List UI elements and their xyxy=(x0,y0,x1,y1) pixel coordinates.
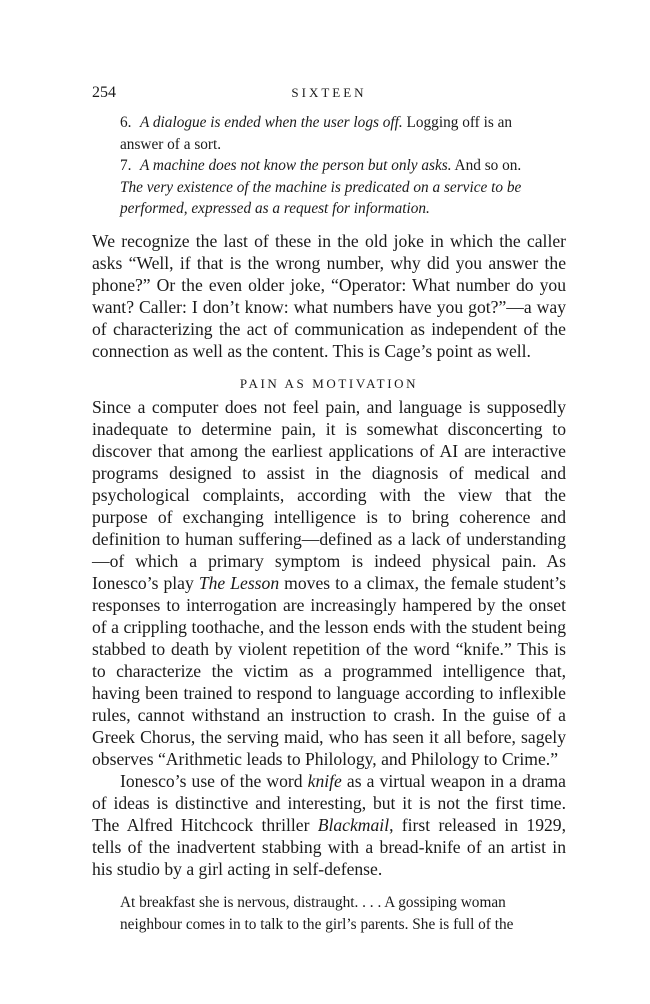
play-title: The Lesson xyxy=(198,572,280,593)
paragraph-knife xyxy=(92,770,566,880)
page-number: 254 xyxy=(92,84,116,101)
list-item-6 xyxy=(120,112,544,155)
paragraph-text: Ionesco’s use of the word xyxy=(120,770,308,791)
paragraph-text: moves to a climax, the female student’s responses to interrogation are increasingly hampered by the onset of a crippling toothache, and the lesson ends with the student being stabbed to death by violent repetition of the word “knife.” This is to characterize the victim as a programmed intelligence that, having been trained to respond to language according to inflexible rules, cannot withstand an instruction to crash. In the guise of a Greek Chorus, the serving maid, who has seen it all before, sagely observes “Arithmetic leads to Philology, and Philology to Crime.” xyxy=(92,572,566,769)
running-head xyxy=(92,80,566,106)
list-item-number: 6. xyxy=(120,114,132,131)
paragraph-text: , first released in 1929, tells of the inadvertent stabbing with a bread-knife of an artist in his studio by a girl acting in self-defense. xyxy=(92,814,566,879)
emphasized-word: knife xyxy=(307,770,342,791)
paragraph-pain xyxy=(92,396,566,770)
list-item-emphasis: A dialogue is ended when the user logs off. xyxy=(140,114,403,131)
chapter-title: SIXTEEN xyxy=(291,85,367,100)
film-title: Blackmail xyxy=(317,814,390,835)
numbered-list xyxy=(120,112,544,220)
list-item-text: And so on. xyxy=(451,157,522,174)
list-item-text: Logging off is an answer of a sort. xyxy=(120,114,513,153)
list-item-number: 7. xyxy=(120,157,132,174)
paragraph-text: as a virtual weapon in a drama of ideas is distinctive and interesting, but it is not the first time. The Alfred Hitchcock thriller xyxy=(92,770,566,835)
section-heading: PAIN AS MOTIVATION xyxy=(239,375,419,391)
list-item-emphasis-2: The very existence of the machine is predicated on a service to be performed, expressed as a request for information. xyxy=(120,178,522,217)
paragraph-joke: We recognize the last of these in the old joke in which the caller asks “Well, if that is the wrong number, why did you answer the phone?” Or the even older joke, “Operator: What number do you want? Caller: I don’t know: what numbers have you got?”—a way of characterizing the act of communication as independent of the connection as well as the content. This is Cage’s point as well. xyxy=(92,230,566,361)
list-item-emphasis: A machine does not know the person but only asks. xyxy=(140,157,452,174)
paragraph-text: Since a computer does not feel pain, and language is supposedly inadequate to determine pain, it is somewhat disconcerting to discover that among the earliest applications of AI are interactive programs designed to assist in the diagnosis of medical and psychological complaints, according with the view that the purpose of exchanging intelligence is to bring coherence and definition to human suffering—defined as a lack of understanding—of which a primary symptom is indeed physical pain. As Ionesco’s play xyxy=(92,396,566,593)
block-quote: At breakfast she is nervous, distraught. . . . A gossiping woman neighbour comes in to talk to the girl’s parents. She is full of the xyxy=(120,893,514,933)
list-item-7 xyxy=(120,155,544,220)
book-page xyxy=(92,80,566,951)
